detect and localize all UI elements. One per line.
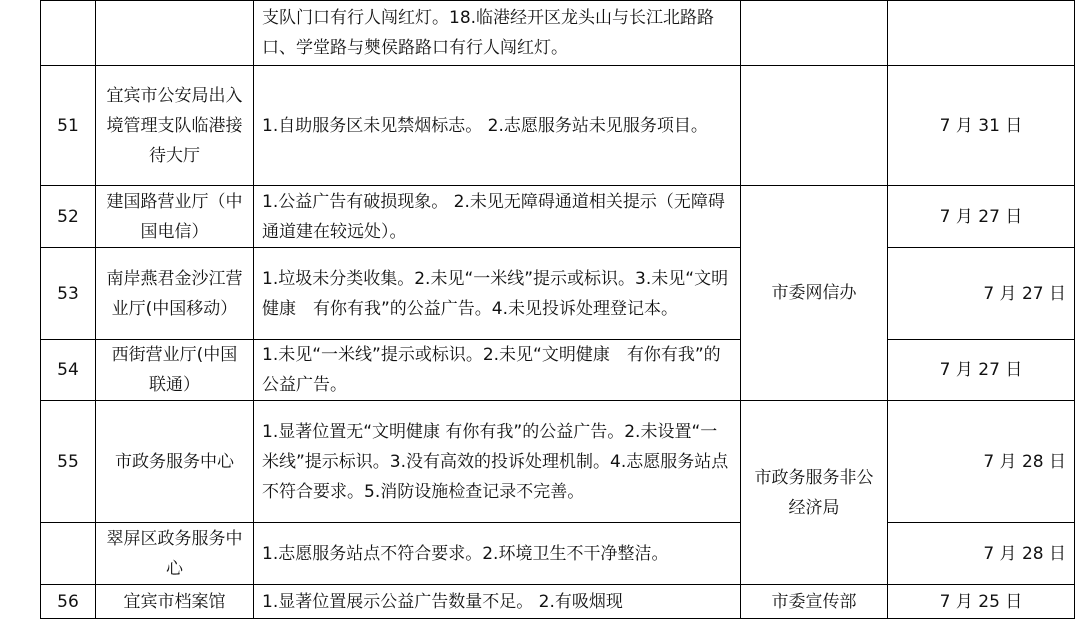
inspection-date [888,1,1075,66]
row-number: 52 [41,186,96,248]
row-number: 53 [41,248,96,340]
row-number [41,523,96,585]
issue-list: 1.显著位置无“文明健康 有你有我”的公益广告。2.未设置“一米线”提示标识。3.没有高效的投诉处理机制。4.志愿服务站点不符合要求。5.消防设施检查记录不完善。 [254,401,741,523]
inspection-date: 7 月 28 日 [888,401,1075,523]
row-number: 51 [41,66,96,186]
issue-list: 支队门口有行人闯红灯。18.临港经开区龙头山与长江北路路口、学堂路与僰侯路路口有行人闯红灯。 [254,1,741,66]
unit-name: 西街营业厅(中国联通） [96,340,254,401]
table-row [41,340,1075,401]
inspection-table [40,0,1075,619]
unit-name: 南岸燕君金沙江营业厅(中国移动） [96,248,254,340]
unit-name: 宜宾市公安局出入境管理支队临港接待大厅 [96,66,254,186]
inspection-date: 7 月 31 日 [888,66,1075,186]
issue-list: 1.显著位置展示公益广告数量不足。 2.有吸烟现 [254,585,741,619]
inspection-date: 7 月 28 日 [888,523,1075,585]
issue-list: 1.未见“一米线”提示或标识。2.未见“文明健康 有你有我”的公益广告。 [254,340,741,401]
responsible-dept: 市委网信办 [741,186,888,401]
responsible-dept: 市政务服务非公经济局 [741,401,888,585]
inspection-date: 7 月 27 日 [888,186,1075,248]
responsible-dept: 市委宣传部 [741,585,888,619]
inspection-date: 7 月 27 日 [888,340,1075,401]
table-row [41,585,1075,619]
table-row [41,1,1075,66]
issue-list: 1.垃圾未分类收集。2.未见“一米线”提示或标识。3.未见“文明健康 有你有我”的公益广告。4.未见投诉处理登记本。 [254,248,741,340]
responsible-dept [741,66,888,186]
table-row [41,401,1075,523]
responsible-dept [741,1,888,66]
table-row [41,523,1075,585]
issue-list: 1.自助服务区未见禁烟标志。 2.志愿服务站未见服务项目。 [254,66,741,186]
unit-name: 市政务服务中心 [96,401,254,523]
row-number: 54 [41,340,96,401]
inspection-date: 7 月 25 日 [888,585,1075,619]
row-number: 56 [41,585,96,619]
inspection-date: 7 月 27 日 [888,248,1075,340]
unit-name: 宜宾市档案馆 [96,585,254,619]
row-number: 55 [41,401,96,523]
unit-name: 建国路营业厅（中国电信） [96,186,254,248]
issue-list: 1.公益广告有破损现象。 2.未见无障碍通道相关提示（无障碍通道建在较远处）。 [254,186,741,248]
table-row [41,186,1075,248]
table-row [41,248,1075,340]
unit-name: 翠屏区政务服务中心 [96,523,254,585]
issue-list: 1.志愿服务站点不符合要求。2.环境卫生不干净整洁。 [254,523,741,585]
unit-name [96,1,254,66]
table-row [41,66,1075,186]
row-number [41,1,96,66]
